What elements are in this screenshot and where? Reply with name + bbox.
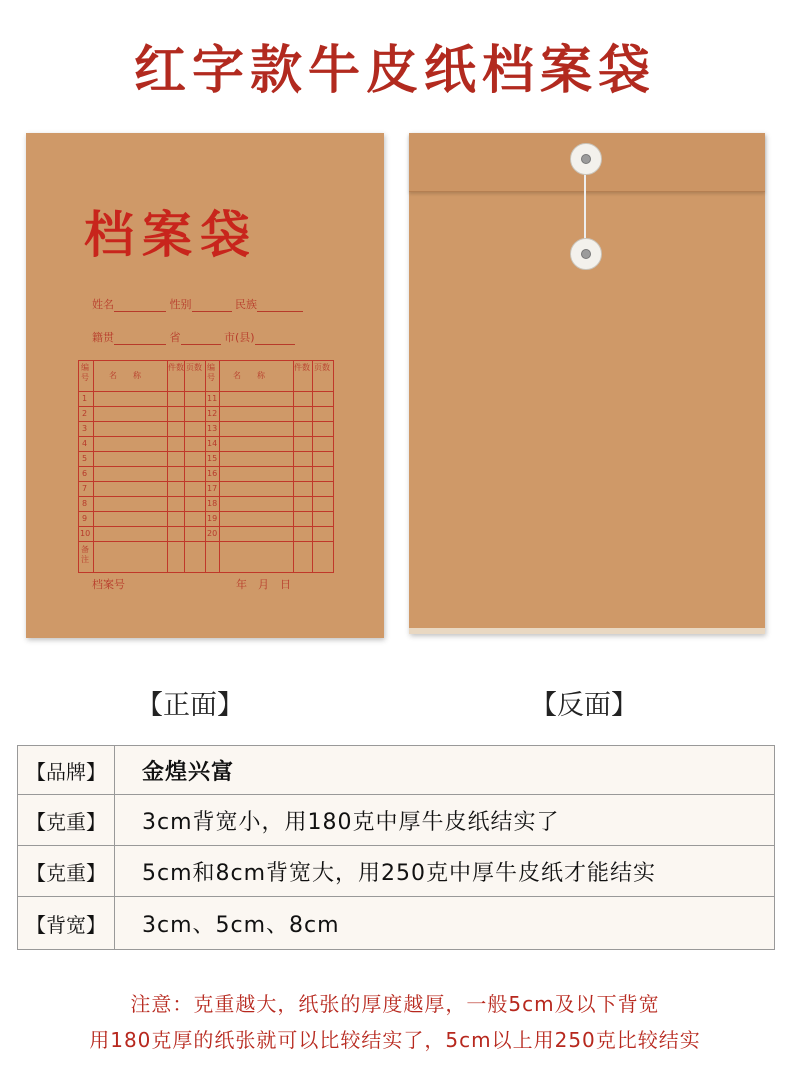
grid-remarks-label: 备注 — [81, 545, 89, 564]
date-label: 年 月 日 — [236, 578, 291, 591]
form-line-personal — [92, 296, 303, 312]
grid-row-number: 14 — [207, 439, 218, 448]
label-native: 籍贯 — [92, 331, 114, 344]
note-line-2: 用180克厚的纸张就可以比较结实了，5cm以上用250克比较结实 — [89, 1028, 701, 1052]
string-tie — [584, 162, 586, 250]
grid-row-number: 6 — [82, 469, 88, 478]
spec-value: 5cm和8cm背宽大，用250克中厚牛皮纸才能结实 — [142, 860, 657, 886]
grid-row-number: 1 — [82, 394, 88, 403]
grid-row-number: 13 — [207, 424, 218, 433]
caption-front: 【正面】 — [136, 690, 244, 721]
grid-header-pages-right: 页数 — [314, 363, 330, 372]
note-line-1: 注意：克重越大，纸张的厚度越厚，一般5cm及以下背宽 — [130, 992, 660, 1016]
spec-label: 【品牌】 — [18, 746, 115, 794]
grid-header-pages-left: 页数 — [186, 363, 202, 372]
grid-row-number: 2 — [82, 409, 88, 418]
envelope-front-heading: 档案袋 — [84, 205, 258, 264]
grid-row-number: 5 — [82, 454, 88, 463]
grid-row-number: 3 — [82, 424, 88, 433]
grid-row-number: 19 — [207, 514, 218, 523]
record-grid — [78, 360, 334, 573]
grid-row-number: 9 — [82, 514, 88, 523]
grid-header-name-left: 名 称 — [109, 371, 141, 380]
grid-row-number: 4 — [82, 439, 88, 448]
envelope-front-image — [26, 133, 384, 638]
form-line-native — [92, 329, 295, 345]
page-title: 红字款牛皮纸档案袋 — [133, 40, 656, 101]
spec-label: 【克重】 — [18, 795, 115, 845]
label-province: 省 — [169, 331, 181, 344]
spec-row-weight-small — [18, 795, 774, 846]
grid-row-number: 8 — [82, 499, 88, 508]
envelope-back-image — [409, 133, 765, 634]
spec-row-weight-large — [18, 846, 774, 897]
spec-label: 【克重】 — [18, 846, 115, 896]
label-city: 市(县) — [224, 331, 255, 344]
grid-row-number: 16 — [207, 469, 218, 478]
grid-row-number: 15 — [207, 454, 218, 463]
spec-row-width — [18, 897, 774, 949]
envelope-bottom-edge — [409, 628, 765, 634]
grid-row-number: 11 — [207, 394, 218, 403]
spec-value: 3cm背宽小，用180克中厚牛皮纸结实了 — [142, 809, 560, 835]
spec-row-brand — [18, 746, 774, 795]
spec-label: 【背宽】 — [18, 897, 115, 949]
grid-row-number: 20 — [207, 529, 218, 538]
label-gender: 性别 — [169, 298, 192, 311]
grid-row-number: 10 — [80, 529, 91, 538]
string-button-bottom-icon — [570, 238, 602, 270]
spec-value: 3cm、5cm、8cm — [142, 912, 340, 938]
grid-row-number: 17 — [207, 484, 218, 493]
grid-header-name-right: 名 称 — [233, 371, 265, 380]
grid-header-pieces-right: 件数 — [294, 363, 310, 372]
label-name: 姓名 — [92, 298, 114, 311]
archive-number-label: 档案号 — [92, 578, 125, 591]
grid-header-num-right: 编号 — [207, 363, 215, 382]
grid-header-num-left: 编号 — [81, 363, 89, 382]
spec-table — [17, 745, 775, 950]
grid-row-number: 7 — [82, 484, 88, 493]
grid-header-pieces-left: 件数 — [168, 363, 184, 372]
grid-row-number: 12 — [207, 409, 218, 418]
grid-row-number: 18 — [207, 499, 218, 508]
spec-value: 金煌兴富 — [142, 759, 235, 785]
string-button-top-icon — [570, 143, 602, 175]
caption-back: 【反面】 — [530, 690, 638, 721]
label-ethnic: 民族 — [235, 298, 257, 311]
